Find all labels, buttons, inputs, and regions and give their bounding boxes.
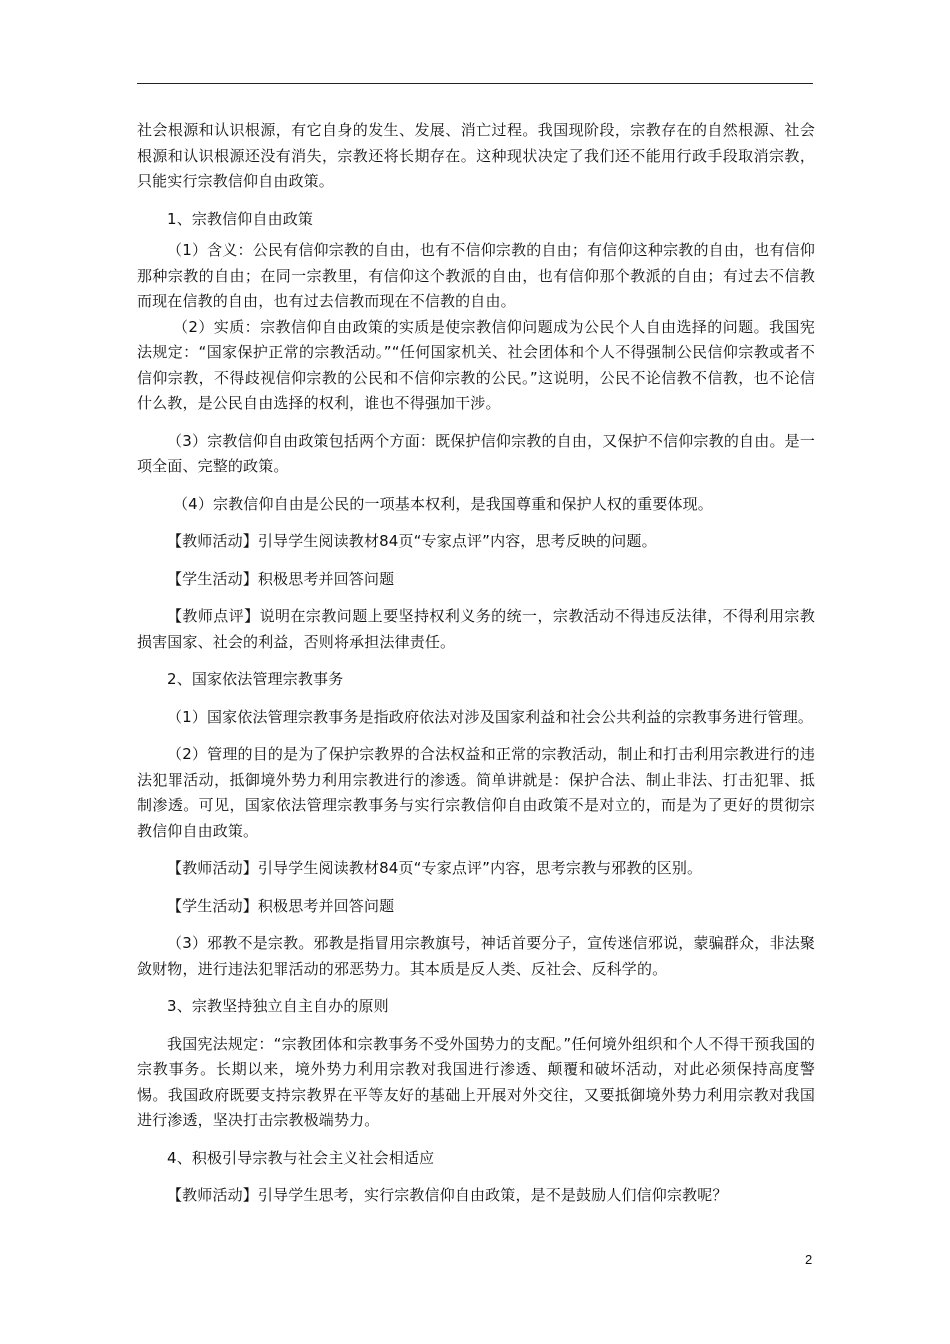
paragraph-constitution-provision: 我国宪法规定：“宗教团体和宗教事务不受外国势力的支配。”任何境外组织和个人不得干预我国的宗教事务。长期以来，境外势力利用宗教对我国进行渗透、颠覆和破坏活动，对此必须保持高度警惕。我国政府既要支持宗教界在平等友好的基础上开展对外交往，又要抵御境外势力利用宗教对我国进行渗透，坚决打击宗教极端势力。	[137, 1034, 815, 1129]
paragraph-intro: 社会根源和认识根源，有它自身的发生、发展、消亡过程。我国现阶段，宗教存在的自然根源、社会根源和认识根源还没有消失，宗教还将长期存在。这种现状决定了我们还不能用行政手段取消宗教，只能实行宗教信仰自由政策。	[137, 121, 815, 190]
paragraph-student-activity-1: 【学生活动】积极思考并回答问题	[167, 569, 395, 588]
paragraph-basic-right: （4）宗教信仰自由是公民的一项基本权利，是我国尊重和保护人权的重要体现。	[173, 494, 713, 513]
page-number: 2	[805, 1252, 813, 1267]
document-body	[137, 118, 815, 1209]
header-rule	[137, 83, 813, 84]
paragraph-teacher-comment: 【教师点评】说明在宗教问题上要坚持权利义务的统一，宗教活动不得违反法律，不得利用宗教损害国家、社会的利益，否则将承担法律责任。	[137, 607, 815, 651]
heading-manage-religious-affairs: 2、国家依法管理宗教事务	[167, 670, 344, 688]
paragraph-cult-not-religion: （3）邪教不是宗教。邪教是指冒用宗教旗号，神话首要分子，宣传迷信邪说，蒙骗群众，非法聚敛财物，进行违法犯罪活动的邪恶势力。其本质是反人类、反社会、反科学的。	[137, 934, 815, 978]
paragraph-meaning: （1）含义：公民有信仰宗教的自由，也有不信仰宗教的自由；有信仰这种宗教的自由，也有信仰那种宗教的自由；在同一宗教里，有信仰这个教派的自由，也有信仰那个教派的自由；有过去不信教而现在信教的自由，也有过去信教而现在不信教的自由。	[137, 241, 815, 310]
paragraph-teacher-activity-3: 【教师活动】引导学生思考，实行宗教信仰自由政策，是不是鼓励人们信仰宗教呢？	[167, 1186, 728, 1204]
heading-independence-principle: 3、宗教坚持独立自主自办的原则	[167, 997, 389, 1015]
paragraph-management-definition: （1）国家依法管理宗教事务是指政府依法对涉及国家利益和社会公共利益的宗教事务进行管理。	[167, 707, 813, 726]
paragraph-essence: （2）实质：宗教信仰自由政策的实质是使宗教信仰问题成为公民个人自由选择的问题。我国宪法规定：“国家保护正常的宗教活动。”“任何国家机关、社会团体和个人不得强制公民信仰宗教或者不信仰宗教，不得歧视信仰宗教的公民和不信仰宗教的公民。”这说明，公民不论信教不信教，也不论信什么教，是公民自由选择的权利，谁也不得强加干涉。	[137, 317, 815, 412]
paragraph-teacher-activity-2: 【教师活动】引导学生阅读教材84页“专家点评”内容，思考宗教与邪教的区别。	[167, 859, 703, 877]
paragraph-teacher-activity-1: 【教师活动】引导学生阅读教材84页“专家点评”内容，思考反映的问题。	[167, 532, 657, 550]
paragraph-two-aspects: （3）宗教信仰自由政策包括两个方面：既保护信仰宗教的自由，又保护不信仰宗教的自由。是一项全面、完整的政策。	[137, 431, 815, 475]
paragraph-management-purpose: （2）管理的目的是为了保护宗教界的合法权益和正常的宗教活动，制止和打击利用宗教进行的违法犯罪活动，抵御境外势力利用宗教进行的渗透。简单讲就是：保护合法、制止非法、打击犯罪、抵制渗透。可见，国家依法管理宗教事务与实行宗教信仰自由政策不是对立的，而是为了更好的贯彻宗教信仰自由政策。	[137, 745, 815, 840]
heading-guide-religion: 4、积极引导宗教与社会主义社会相适应	[167, 1148, 435, 1167]
paragraph-student-activity-2: 【学生活动】积极思考并回答问题	[167, 896, 395, 915]
heading-religious-freedom-policy: 1、宗教信仰自由政策	[167, 209, 314, 228]
